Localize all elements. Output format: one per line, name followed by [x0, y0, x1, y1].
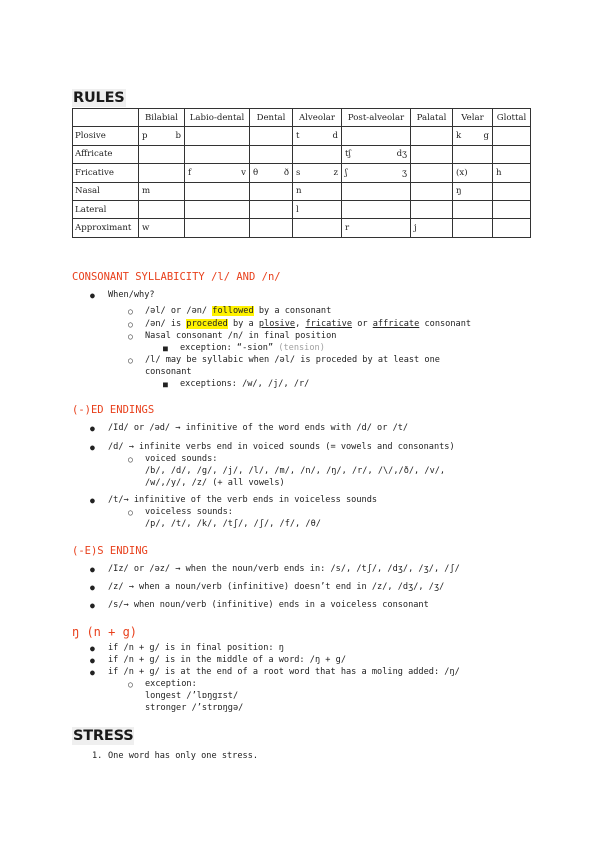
table-cell [293, 164, 342, 182]
table-row [73, 182, 531, 200]
table-cell [293, 200, 342, 218]
ed-heading: (-)ED ENDINGS [72, 404, 155, 416]
table-cell [493, 200, 531, 218]
table-cell [493, 127, 531, 145]
table-header-row [73, 109, 531, 127]
table-cell [411, 219, 453, 237]
table-row [73, 164, 531, 182]
table-cell [411, 164, 453, 182]
bullet-circle: ○ [128, 455, 133, 464]
syllabicity-heading: CONSONANT SYLLABICITY /l/ AND /n/ [72, 271, 281, 283]
voiced-symbol: d [332, 131, 338, 142]
table-cell [293, 182, 342, 200]
table-cell [250, 127, 293, 145]
voiceless-symbol: t [296, 131, 300, 142]
table-cell [139, 219, 185, 237]
bullet-circle: ○ [128, 356, 133, 365]
syll-sub-1: /əl/ or /ən/ followed by a consonant [145, 306, 332, 316]
ed-bullet-1: /Id/ or /əd/ → infinitive of the word ends with /d/ or /t/ [108, 423, 409, 433]
bullet-disc: ● [90, 424, 95, 433]
table-row [73, 219, 531, 237]
table-cell [250, 145, 293, 163]
bullet-disc: ● [90, 291, 95, 300]
syll-sub-4-cont: consonant [145, 367, 192, 377]
voiced-symbol: b [175, 131, 181, 142]
voiced-symbol: z [333, 167, 338, 178]
phoneme-symbol: (x) [456, 167, 468, 178]
row-label: Approximant [73, 219, 139, 237]
ng-sub-3a: exception: [145, 679, 197, 689]
ed-voiced-list-2: /w/,/y/, /z/ (+ all vowels) [145, 478, 285, 488]
table-cell [453, 219, 493, 237]
ed-sub-3a: voiceless sounds: [145, 507, 233, 517]
table-cell [411, 200, 453, 218]
table-cell [185, 127, 250, 145]
bullet-circle: ○ [128, 307, 133, 316]
phoneme-symbol: l [296, 204, 299, 215]
syll-sub-2: /ən/ is proceded by a plosive, fricative or affricate consonant [145, 319, 472, 329]
bullet-disc: ● [90, 668, 95, 677]
stress-heading: STRESS [73, 728, 134, 744]
row-label: Plosive [73, 127, 139, 145]
voiced-symbol: dʒ [396, 149, 407, 160]
phoneme-symbol: w [142, 223, 150, 234]
table-cell [411, 145, 453, 163]
table-cell [293, 219, 342, 237]
column-header: Palatal [411, 109, 453, 127]
table-row [73, 200, 531, 218]
bullet-disc: ● [90, 565, 95, 574]
table-cell [453, 164, 493, 182]
ed-bullet-3: /t/→ infinitive of the verb ends in voiceless sounds [108, 495, 378, 505]
table-cell [185, 182, 250, 200]
ed-bullet-2: /d/ → infinite verbs end in voiced sounds (= vowels and consonants) [108, 442, 455, 452]
phoneme-symbol: m [142, 186, 151, 197]
bullet-circle: ○ [128, 508, 133, 517]
phoneme-symbol: n [296, 186, 302, 197]
row-label: Fricative [73, 164, 139, 182]
table-cell [493, 182, 531, 200]
voiceless-symbol: tʃ [345, 149, 351, 160]
table-cell [411, 182, 453, 200]
syll-sub-3a: exception: “-sion” (tension) [180, 343, 325, 353]
voiceless-symbol: k [456, 131, 462, 142]
rules-heading: RULES [73, 90, 125, 106]
syll-bullet-1: When/why? [108, 290, 155, 300]
table-cell [139, 164, 185, 182]
ng-bullet-2: if /n + g/ is in the middle of a word: /ŋ + g/ [108, 655, 346, 665]
syll-sub-4a: exceptions: /w/, /j/, /r/ [180, 379, 310, 389]
table-cell [185, 145, 250, 163]
column-header: Velar [453, 109, 493, 127]
column-header: Labio-dental [185, 109, 250, 127]
column-header: Dental [250, 109, 293, 127]
ipa-consonant-table [72, 108, 531, 238]
table-row [73, 145, 531, 163]
ng-bullet-3: if /n + g/ is at the end of a root word that has a moling added: /ŋ/ [108, 667, 460, 677]
table-cell [185, 200, 250, 218]
row-label: Lateral [73, 200, 139, 218]
ed-voiceless-list: /p/, /t/, /k/, /tʃ/, /ʃ/, /f/, /θ/ [145, 519, 321, 529]
table-cell [342, 164, 411, 182]
table-cell [453, 145, 493, 163]
table-cell [493, 145, 531, 163]
bullet-circle: ○ [128, 680, 133, 689]
bullet-disc: ● [90, 601, 95, 610]
table-cell [250, 164, 293, 182]
stress-item-number: 1. [92, 751, 103, 761]
table-cell [453, 200, 493, 218]
table-cell [250, 182, 293, 200]
bullet-disc: ● [90, 583, 95, 592]
phoneme-symbol: h [496, 167, 502, 178]
table-row [73, 127, 531, 145]
column-header: Alveolar [293, 109, 342, 127]
table-cell [493, 164, 531, 182]
table-cell [185, 164, 250, 182]
table-cell [342, 200, 411, 218]
voiceless-symbol: p [142, 131, 148, 142]
row-label: Nasal [73, 182, 139, 200]
column-header: Bilabial [139, 109, 185, 127]
voiceless-symbol: f [188, 167, 192, 178]
voiced-symbol: ð [283, 167, 289, 178]
syll-sub-3: Nasal consonant /n/ in final position [145, 331, 337, 341]
voiced-symbol: g [483, 131, 489, 142]
column-header: Glottal [493, 109, 531, 127]
table-corner-cell [73, 109, 139, 127]
table-cell [453, 127, 493, 145]
voiced-symbol: v [241, 167, 246, 178]
bullet-disc: ● [90, 443, 95, 452]
ed-sub-2a: voiced sounds: [145, 454, 218, 464]
bullet-circle: ○ [128, 320, 133, 329]
phoneme-symbol: ŋ [456, 186, 462, 197]
voiceless-symbol: ʃ [345, 167, 348, 178]
table-cell [293, 145, 342, 163]
table-cell [250, 219, 293, 237]
voiced-symbol: ʒ [402, 167, 407, 178]
table-cell [493, 219, 531, 237]
table-cell [139, 200, 185, 218]
table-cell [342, 219, 411, 237]
es-heading: (-E)S ENDING [72, 545, 148, 557]
bullet-square: ■ [163, 380, 168, 389]
ng-heading: ŋ (n + g) [72, 625, 138, 639]
phoneme-symbol: r [345, 223, 350, 234]
table-cell [139, 182, 185, 200]
stress-item-1: One word has only one stress. [108, 751, 259, 761]
bullet-circle: ○ [128, 332, 133, 341]
table-cell [342, 182, 411, 200]
table-cell [453, 182, 493, 200]
table-cell [342, 127, 411, 145]
voiceless-symbol: θ [253, 167, 259, 178]
bullet-disc: ● [90, 496, 95, 505]
es-bullet-2: /z/ → when a noun/verb (infinitive) doesn’t end in /z/, /dʒ/, /ʒ/ [108, 582, 445, 592]
es-bullet-3: /s/→ when noun/verb (infinitive) ends in a voiceless consonant [108, 600, 429, 610]
table-cell [293, 127, 342, 145]
ng-example-2: stronger /’strɒŋgə/ [145, 703, 244, 713]
bullet-square: ■ [163, 344, 168, 353]
voiceless-symbol: s [296, 167, 301, 178]
bullet-disc: ● [90, 644, 95, 653]
ng-bullet-1: if /n + g/ is in final position: ŋ [108, 643, 284, 653]
bullet-disc: ● [90, 656, 95, 665]
table-cell [411, 127, 453, 145]
row-label: Affricate [73, 145, 139, 163]
es-bullet-1: /Iz/ or /əz/ → when the noun/verb ends in: /s/, /tʃ/, /dʒ/, /ʒ/, /ʃ/ [108, 564, 460, 574]
column-header: Post-alveolar [342, 109, 411, 127]
syll-sub-4: /l/ may be syllabic when /əl/ is proceded by at least one [145, 355, 440, 365]
table-cell [185, 219, 250, 237]
table-cell [139, 127, 185, 145]
phoneme-symbol: j [414, 223, 417, 234]
ed-voiced-list-1: /b/, /d/, /g/, /j/, /l/, /m/, /n/, /ŋ/, /r/, /\/,/ð/, /v/, [145, 466, 446, 476]
table-cell [139, 145, 185, 163]
table-cell [250, 200, 293, 218]
table-cell [342, 145, 411, 163]
ng-example-1: longest /’lɒŋgɪst/ [145, 691, 239, 701]
